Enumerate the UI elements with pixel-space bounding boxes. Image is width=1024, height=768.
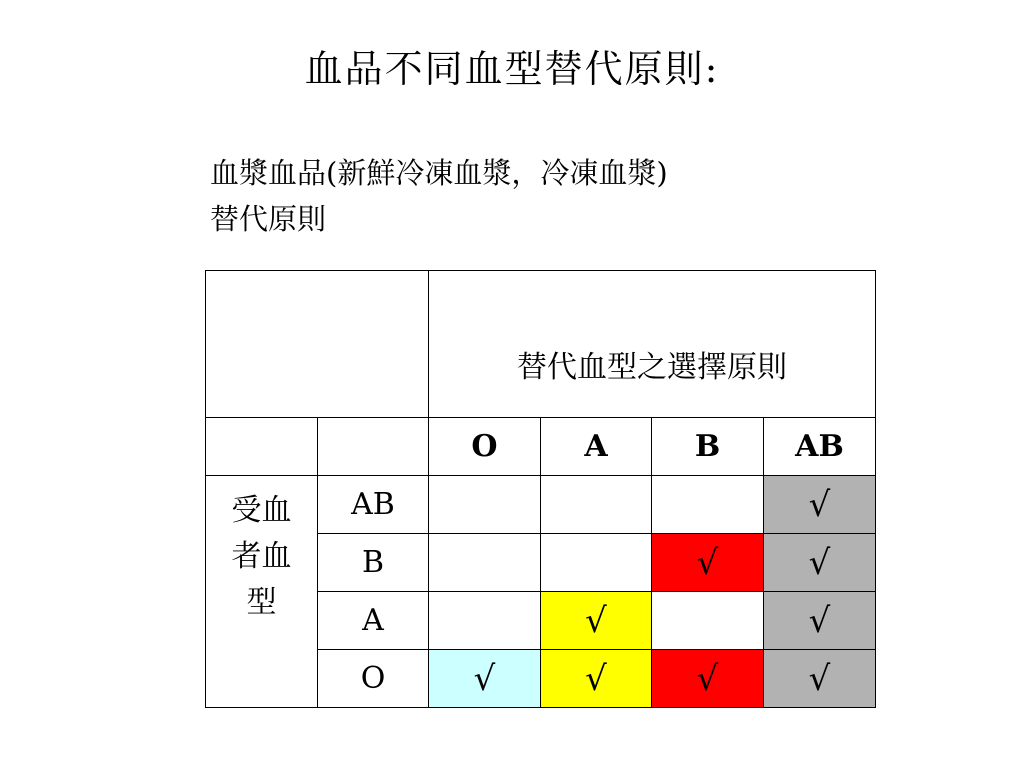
check-mark-icon: √ (473, 658, 496, 699)
table-row (206, 476, 876, 534)
compat-cell (652, 534, 764, 592)
recipient-type: A (318, 592, 429, 650)
donor-type-a: A (541, 418, 652, 476)
check-mark-icon: √ (696, 542, 719, 583)
donor-type-b: B (652, 418, 764, 476)
table-header: 替代血型之選擇原則 (429, 271, 876, 418)
recipient-type: B (318, 534, 429, 592)
compat-cell (652, 650, 764, 708)
compatibility-table (205, 270, 876, 708)
check-mark-icon: √ (585, 600, 607, 641)
recipient-label-line: 型 (246, 585, 277, 620)
compat-cell (764, 476, 876, 534)
subtitle (210, 150, 910, 242)
corner-cell (206, 271, 429, 418)
recipient-label-line: 者血 (231, 539, 292, 574)
compat-cell (429, 476, 541, 534)
empty-cell (206, 418, 318, 476)
slide-title: 血品不同血型替代原則: (304, 47, 720, 91)
compat-cell (764, 534, 876, 592)
empty-cell (318, 418, 429, 476)
recipient-type: AB (318, 476, 429, 534)
compat-cell (541, 476, 652, 534)
check-mark-icon: √ (808, 542, 831, 583)
subtitle-line-2: 替代原則 (210, 202, 327, 236)
compat-cell (429, 592, 541, 650)
donor-type-ab: AB (764, 418, 876, 476)
compat-cell (652, 476, 764, 534)
check-mark-icon: √ (585, 658, 607, 699)
compat-cell (541, 534, 652, 592)
check-mark-icon: √ (808, 658, 831, 699)
check-mark-icon: √ (696, 658, 719, 699)
subtitle-line-1: 血漿血品(新鮮冷凍血漿，冷凍血漿) (210, 156, 668, 190)
check-mark-icon: √ (808, 484, 831, 525)
donor-type-o: O (429, 418, 541, 476)
recipient-label (206, 476, 318, 708)
compat-cell (429, 650, 541, 708)
compat-cell (652, 592, 764, 650)
compat-cell (541, 650, 652, 708)
recipient-label-line: 受血 (231, 493, 292, 528)
check-mark-icon: √ (808, 600, 831, 641)
compat-cell (541, 592, 652, 650)
compat-cell (429, 534, 541, 592)
compat-cell (764, 592, 876, 650)
recipient-type: O (318, 650, 429, 708)
compat-cell (764, 650, 876, 708)
